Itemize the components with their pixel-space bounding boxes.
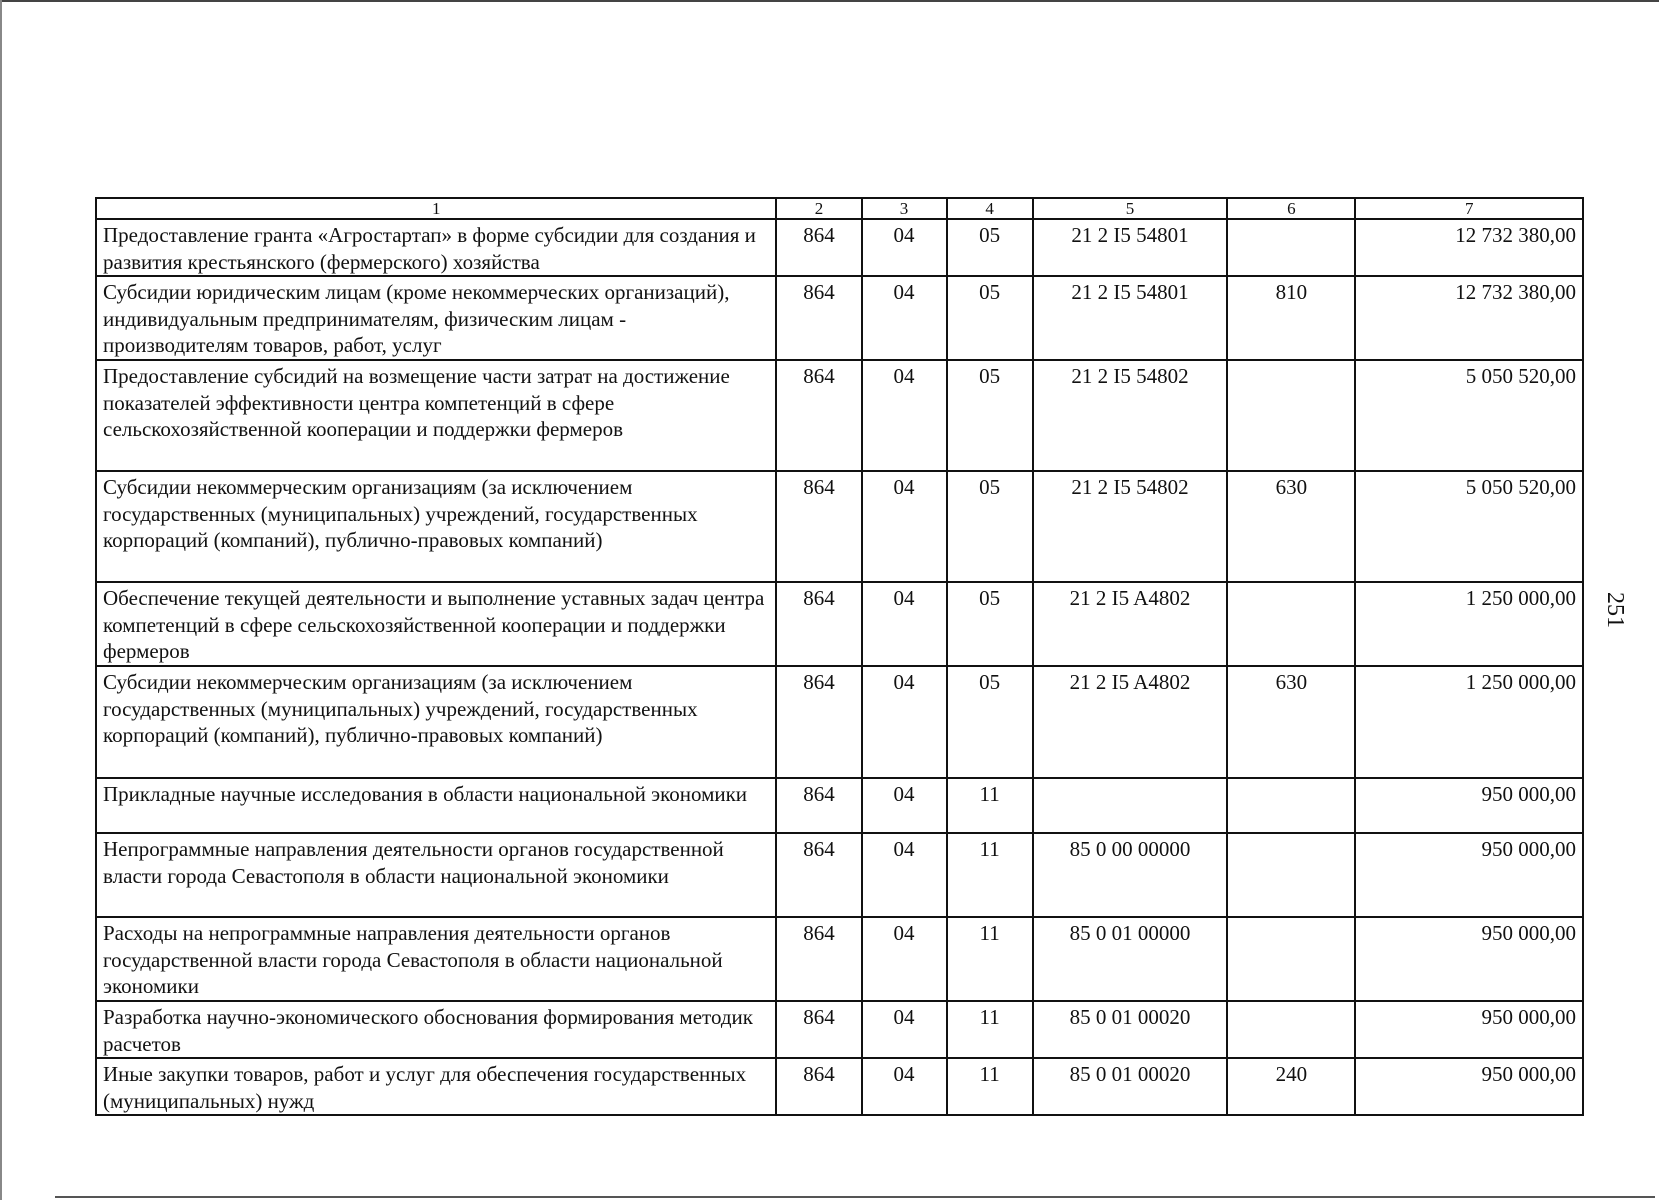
row-target-article: 85 0 01 00020	[1033, 1058, 1228, 1115]
header-col-7: 7	[1355, 198, 1583, 219]
table-row	[96, 1058, 1583, 1115]
row-ministry-code: 864	[776, 666, 861, 778]
row-target-article: 21 2 I5 54802	[1033, 360, 1228, 471]
row-amount: 950 000,00	[1355, 1001, 1583, 1058]
row-expense-type: 810	[1227, 276, 1355, 360]
table-body	[96, 219, 1583, 1115]
row-amount: 950 000,00	[1355, 917, 1583, 1001]
row-section-code: 04	[862, 833, 947, 917]
row-subsection-code: 05	[947, 582, 1033, 666]
table-row	[96, 917, 1583, 1001]
row-section-code: 04	[862, 778, 947, 833]
row-amount: 12 732 380,00	[1355, 276, 1583, 360]
row-target-article: 21 2 I5 A4802	[1033, 666, 1228, 778]
row-subsection-code: 11	[947, 917, 1033, 1001]
row-expense-type: 630	[1227, 471, 1355, 582]
row-expense-type	[1227, 360, 1355, 471]
table-row	[96, 1001, 1583, 1058]
table-row	[96, 276, 1583, 360]
row-description: Расходы на непрограммные направления деятельности органов государственной власти города Севастополя в области национальной экономики	[96, 917, 776, 1001]
row-target-article: 85 0 01 00000	[1033, 917, 1228, 1001]
table-row	[96, 360, 1583, 471]
row-expense-type	[1227, 1001, 1355, 1058]
header-col-1: 1	[96, 198, 776, 219]
header-row	[96, 198, 1583, 219]
row-ministry-code: 864	[776, 833, 861, 917]
row-section-code: 04	[862, 360, 947, 471]
row-description: Предоставление субсидий на возмещение части затрат на достижение показателей эффективности центра компетенций в сфере сельскохозяйственной кооперации и поддержки фермеров	[96, 360, 776, 471]
row-subsection-code: 05	[947, 471, 1033, 582]
row-ministry-code: 864	[776, 778, 861, 833]
row-target-article: 85 0 00 00000	[1033, 833, 1228, 917]
row-section-code: 04	[862, 1058, 947, 1115]
row-expense-type	[1227, 778, 1355, 833]
row-target-article: 21 2 I5 54801	[1033, 276, 1228, 360]
row-amount: 950 000,00	[1355, 1058, 1583, 1115]
row-subsection-code: 11	[947, 833, 1033, 917]
row-amount: 950 000,00	[1355, 778, 1583, 833]
header-col-4: 4	[947, 198, 1033, 219]
page-number: 251	[1602, 592, 1628, 628]
row-description: Субсидии некоммерческим организациям (за исключением государственных (муниципальных) учреждений, государственных корпораций (компаний), публично-правовых компаний)	[96, 471, 776, 582]
table-row	[96, 778, 1583, 833]
row-description: Непрограммные направления деятельности органов государственной власти города Севастополя в области национальной экономики	[96, 833, 776, 917]
row-target-article: 85 0 01 00020	[1033, 1001, 1228, 1058]
row-ministry-code: 864	[776, 1058, 861, 1115]
row-section-code: 04	[862, 917, 947, 1001]
table-row	[96, 666, 1583, 778]
row-section-code: 04	[862, 219, 947, 276]
row-expense-type	[1227, 833, 1355, 917]
row-expense-type	[1227, 917, 1355, 1001]
row-subsection-code: 11	[947, 778, 1033, 833]
row-subsection-code: 05	[947, 360, 1033, 471]
row-description: Субсидии некоммерческим организациям (за исключением государственных (муниципальных) учреждений, государственных корпораций (компаний), публично-правовых компаний)	[96, 666, 776, 778]
row-amount: 950 000,00	[1355, 833, 1583, 917]
row-expense-type	[1227, 582, 1355, 666]
row-section-code: 04	[862, 582, 947, 666]
table-header	[96, 198, 1583, 219]
row-description: Предоставление гранта «Агростартап» в форме субсидии для создания и развития крестьянского (фермерского) хозяйства	[96, 219, 776, 276]
row-ministry-code: 864	[776, 582, 861, 666]
scan-left-edge	[0, 0, 2, 1200]
row-section-code: 04	[862, 276, 947, 360]
row-amount: 12 732 380,00	[1355, 219, 1583, 276]
row-expense-type	[1227, 219, 1355, 276]
row-ministry-code: 864	[776, 471, 861, 582]
row-section-code: 04	[862, 666, 947, 778]
row-ministry-code: 864	[776, 360, 861, 471]
row-target-article	[1033, 778, 1228, 833]
row-target-article: 21 2 I5 54801	[1033, 219, 1228, 276]
row-ministry-code: 864	[776, 219, 861, 276]
scan-top-edge	[0, 0, 1659, 2]
row-section-code: 04	[862, 1001, 947, 1058]
row-section-code: 04	[862, 471, 947, 582]
row-amount: 5 050 520,00	[1355, 360, 1583, 471]
table-row	[96, 219, 1583, 276]
header-col-5: 5	[1033, 198, 1228, 219]
row-target-article: 21 2 I5 54802	[1033, 471, 1228, 582]
row-description: Иные закупки товаров, работ и услуг для обеспечения государственных (муниципальных) нужд	[96, 1058, 776, 1115]
row-subsection-code: 05	[947, 666, 1033, 778]
row-subsection-code: 11	[947, 1058, 1033, 1115]
row-description: Субсидии юридическим лицам (кроме некоммерческих организаций), индивидуальным предпринимателям, физическим лицам - производителям товаров, работ, услуг	[96, 276, 776, 360]
header-col-2: 2	[776, 198, 861, 219]
row-description: Прикладные научные исследования в области национальной экономики	[96, 778, 776, 833]
row-subsection-code: 05	[947, 219, 1033, 276]
table-row	[96, 582, 1583, 666]
row-amount: 5 050 520,00	[1355, 471, 1583, 582]
row-expense-type: 240	[1227, 1058, 1355, 1115]
header-col-3: 3	[862, 198, 947, 219]
scan-bottom-rule	[55, 1196, 1655, 1198]
row-subsection-code: 05	[947, 276, 1033, 360]
table-row	[96, 471, 1583, 582]
row-ministry-code: 864	[776, 276, 861, 360]
row-description: Обеспечение текущей деятельности и выполнение уставных задач центра компетенций в сфере сельскохозяйственной кооперации и поддержки фермеров	[96, 582, 776, 666]
row-ministry-code: 864	[776, 917, 861, 1001]
row-amount: 1 250 000,00	[1355, 582, 1583, 666]
budget-table	[95, 197, 1584, 1116]
row-subsection-code: 11	[947, 1001, 1033, 1058]
header-col-6: 6	[1227, 198, 1355, 219]
row-amount: 1 250 000,00	[1355, 666, 1583, 778]
row-target-article: 21 2 I5 A4802	[1033, 582, 1228, 666]
table-row	[96, 833, 1583, 917]
row-ministry-code: 864	[776, 1001, 861, 1058]
row-description: Разработка научно-экономического обоснования формирования методик расчетов	[96, 1001, 776, 1058]
row-expense-type: 630	[1227, 666, 1355, 778]
